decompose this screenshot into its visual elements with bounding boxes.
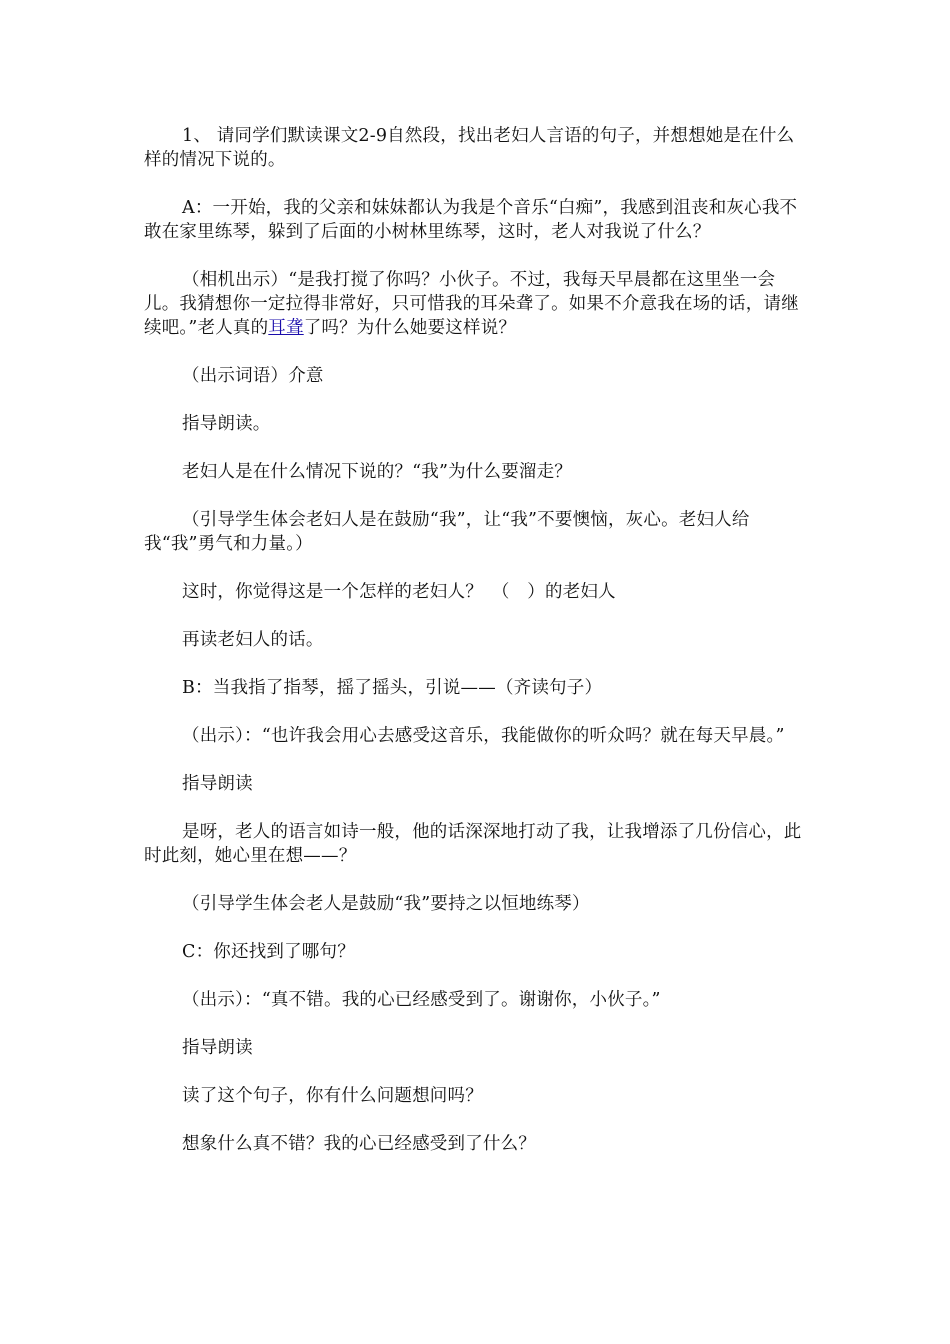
- paragraph-question-1: 老妇人是在什么情况下说的？“我”为什么要溜走？: [182, 462, 572, 482]
- paragraph-quote-2: （出示）：“也许我会用心去感受这音乐，我能做你的听众吗？就在每天早晨。”: [182, 726, 785, 746]
- paragraph-guide-reading-3: 指导朗读: [182, 1038, 253, 1058]
- deaf-link[interactable]: 耳聋: [268, 318, 304, 338]
- paragraph-guide-reading-2: 指导朗读: [182, 774, 253, 794]
- paragraph-question-2: 这时，你觉得这是一个怎样的老妇人？ （ ）的老妇人: [182, 582, 616, 602]
- paragraph-section-c: C：你还找到了哪句？: [182, 942, 355, 962]
- paragraph-quote-3: （出示）：“真不错。我的心已经感受到了。谢谢你，小伙子。”: [182, 990, 661, 1010]
- paragraph-reread: 再读老妇人的话。: [182, 630, 324, 650]
- paragraph-quote-1: [144, 268, 810, 340]
- paragraph-quote-1-text: （相机出示）“是我打搅了你吗？小伙子。不过，我每天早晨都在这里坐一会儿。我猜想你一定拉得非常好，只可惜我的耳朵聋了。如果不介意我在场的话，请继续吧。”老人真的: [144, 270, 799, 338]
- paragraph-section-a: A：一开始，我的父亲和妹妹都认为我是个音乐“白痴”，我感到沮丧和灰心我不敢在家里练琴，躲到了后面的小树林里练琴，这时，老人对我说了什么？: [144, 198, 798, 242]
- paragraph-guidance-2: （引导学生体会老人是鼓励“我”要持之以恒地练琴）: [182, 894, 590, 914]
- paragraph-question-3: 读了这个句子，你有什么问题想问吗？: [182, 1086, 483, 1106]
- paragraph-reflection: 是呀，老人的语言如诗一般，他的话深深地打动了我，让我增添了几份信心，此时此刻，她心里在想——？: [144, 822, 802, 866]
- paragraph-task-1: 1、 请同学们默读课文2-9自然段，找出老妇人言语的句子，并想想她是在什么样的情况下说的。: [144, 126, 795, 170]
- paragraph-guidance-1: （引导学生体会老妇人是在鼓励“我”，让“我”不要懊恼，灰心。老妇人给我“我”勇气和力量。）: [144, 510, 750, 554]
- paragraph-guide-reading-1: 指导朗读。: [182, 414, 271, 434]
- paragraph-vocab: （出示词语）介意: [182, 366, 324, 386]
- paragraph-section-b: B：当我指了指琴，摇了摇头，引说——（齐读句子）: [182, 678, 603, 698]
- paragraph-question-4: 想象什么真不错？我的心已经感受到了什么？: [182, 1134, 536, 1154]
- document-body: [144, 124, 810, 1180]
- paragraph-quote-1-tail: 了吗？为什么她要这样说？: [303, 318, 517, 338]
